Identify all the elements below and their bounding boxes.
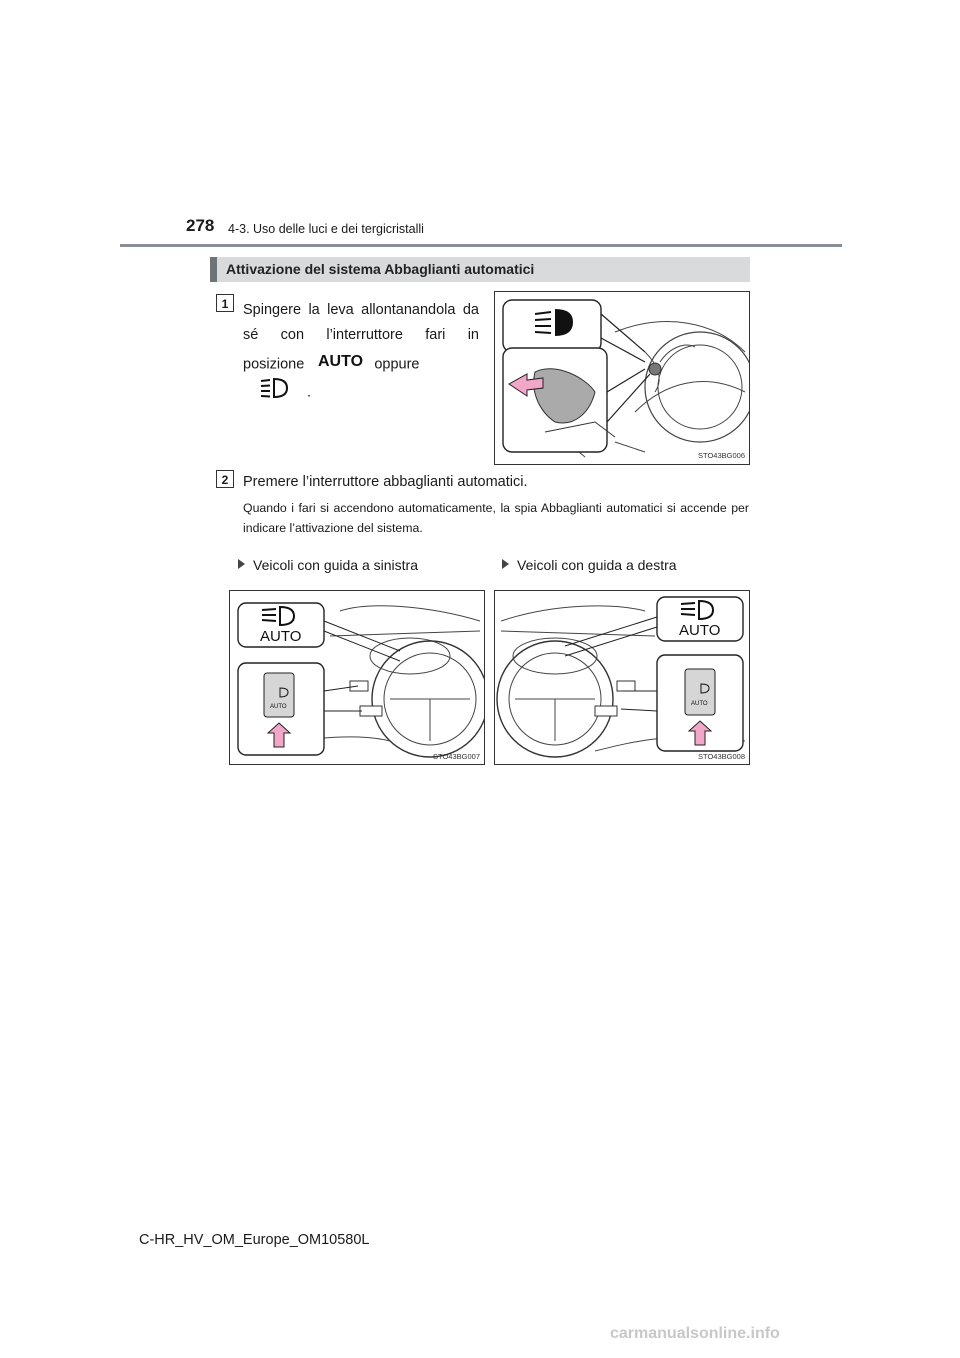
bullet-triangle-icon: [238, 559, 245, 569]
step-1-badge: 1: [216, 294, 234, 312]
watermark: carmanualsonline.info: [610, 1325, 780, 1342]
auto-headlight-icon: [318, 352, 364, 377]
figure-left-hand-drive: [229, 590, 485, 765]
step-1-suffix: .: [307, 384, 312, 401]
section-accent: [210, 257, 217, 282]
step-2-text: Premere l’interruttore abbaglianti automatici.: [243, 474, 528, 490]
step-2-badge: 2: [216, 470, 234, 488]
step-1-prefix: posizione: [243, 356, 305, 373]
section-title: Attivazione del sistema Abbaglianti automatici: [226, 261, 535, 277]
step-1-text: [243, 298, 479, 408]
auto-glyph: AUTO: [318, 353, 364, 368]
figure-code: STO43BG008: [698, 752, 745, 761]
lhd-dashboard-illustration: [230, 591, 485, 765]
figure-code: STO43BG007: [433, 752, 480, 761]
auto-button-label: AUTO: [260, 628, 302, 645]
figure-code: STO43BG006: [698, 451, 745, 460]
caption-right-hand-drive: [502, 557, 677, 573]
header-rule: [120, 244, 842, 247]
caption-text: Veicoli con guida a sinistra: [253, 557, 418, 573]
small-auto-label: AUTO: [691, 701, 708, 707]
figure-lever-push: [494, 291, 750, 465]
lever-illustration: [495, 292, 750, 465]
bullet-triangle-icon: [502, 559, 509, 569]
document-code: C-HR_HV_OM_Europe_OM10580L: [139, 1232, 370, 1248]
low-beam-icon: [259, 377, 289, 408]
section-heading: [210, 257, 750, 282]
caption-left-hand-drive: [238, 557, 418, 573]
figure-right-hand-drive: [494, 590, 750, 765]
step-2-note: Quando i fari si accendono automaticamente, la spia Abbaglianti automatici si accende per indicare l’attivazione del sistema.: [243, 501, 749, 535]
chapter-title: 4-3. Uso delle luci e dei tergicristalli: [228, 222, 424, 236]
small-auto-label: AUTO: [270, 704, 287, 710]
step-1-line-2: sé con l’interruttore fari in: [243, 327, 479, 343]
step-1-mid: oppure: [374, 356, 420, 373]
step-1-line-3: [243, 352, 479, 408]
step-1-line-1: Spingere la leva allontanandola da: [243, 302, 479, 318]
caption-text: Veicoli con guida a destra: [517, 557, 677, 573]
auto-button-label: AUTO: [679, 622, 721, 639]
page-number: 278: [186, 216, 215, 235]
rhd-dashboard-illustration: [495, 591, 750, 765]
